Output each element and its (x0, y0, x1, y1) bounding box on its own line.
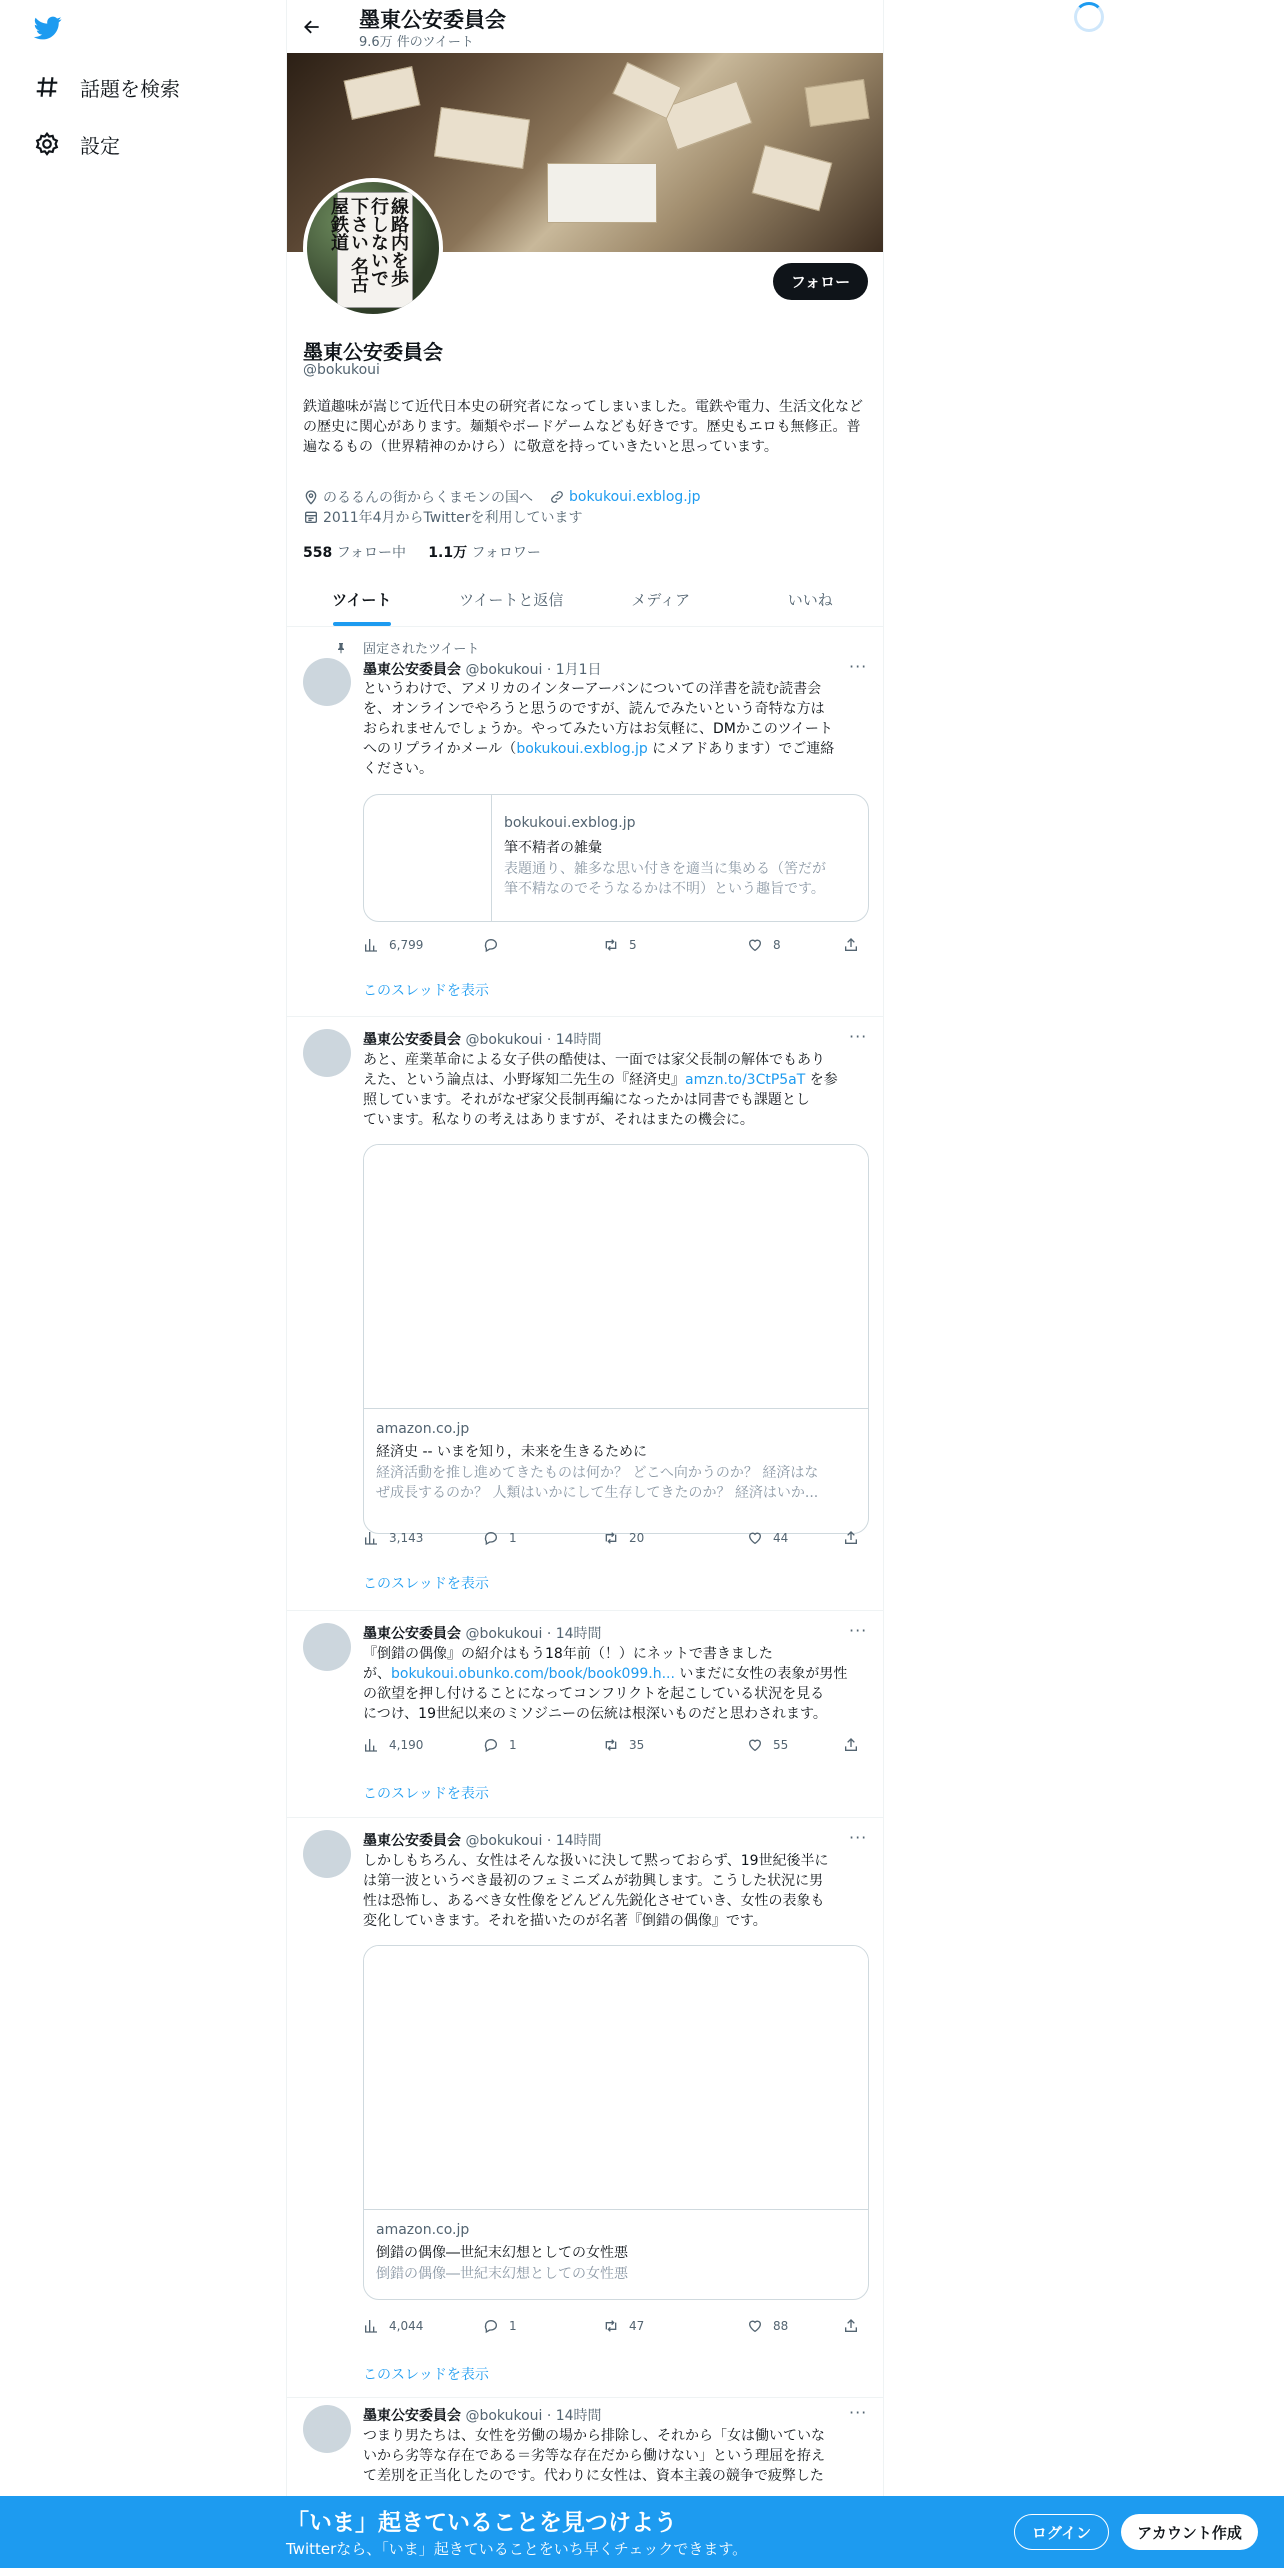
reply-icon (483, 1737, 499, 1753)
tweet-header (363, 1830, 602, 1850)
tweet-header (363, 659, 602, 679)
reply-count: 1 (509, 1531, 517, 1545)
more-options-icon[interactable]: ··· (849, 1027, 868, 1046)
tweet-text-line: しかしもちろん、女性はそんな扱いに決して黙っておらず、19世紀後半に (363, 1853, 829, 1869)
signup-button[interactable]: アカウント作成 (1121, 2514, 1258, 2550)
profile-website-link[interactable]: bokukoui.exblog.jp (569, 489, 701, 505)
tweet-text-line: の欲望を押し付けることになってコンフリクトを起こしている状況を見る (363, 1686, 825, 1702)
tweet-text-line: つまり男たちは、女性を労働の場から排除し、それから「女は働いていな (363, 2428, 825, 2444)
tweet-text-line: おられませんでしょうか。やってみたい方はお気軽に、DMかこのツイート (363, 721, 833, 737)
tab-tweets-replies[interactable]: ツイートと返信 (459, 590, 564, 609)
tweet-item[interactable] (287, 1611, 884, 1818)
followers-count: 1.1万 (428, 545, 468, 561)
login-button[interactable]: ログイン (1014, 2514, 1109, 2550)
retweet-button[interactable] (603, 1530, 644, 1546)
tweet-item[interactable] (287, 1017, 884, 1611)
like-button[interactable] (747, 2318, 788, 2334)
card-title: 筆不精者の雑彙 (504, 840, 602, 856)
follow-button[interactable]: フォロー (773, 263, 868, 300)
profile-tabs (287, 572, 884, 627)
share-button[interactable] (843, 2318, 869, 2334)
retweet-icon (603, 937, 619, 953)
card-domain: amazon.co.jp (376, 1421, 470, 1437)
tweet-header (363, 1029, 602, 1049)
signup-prompt-subtitle: Twitterなら、「いま」起きていることをいち早くチェックできます。 (286, 2540, 748, 2558)
tweet-actions (363, 2318, 803, 2338)
header-title: 墨東公安委員会 (359, 8, 506, 32)
pinned-indicator (363, 638, 479, 657)
tweet-avatar[interactable] (303, 1623, 351, 1671)
profile-meta-row (303, 487, 701, 507)
nav-settings-label: 設定 (80, 133, 120, 158)
nav-explore-label: 話題を検索 (80, 76, 180, 101)
like-count: 8 (773, 938, 781, 952)
pin-icon (335, 642, 347, 654)
more-options-icon[interactable]: ··· (849, 2403, 868, 2422)
arrow-left-icon (302, 17, 322, 37)
tweet-text-line: 『倒錯の偶像』の紹介はもう18年前（！）にネットで書きました (363, 1646, 773, 1662)
tweet-author-name[interactable]: 墨東公安委員会 (363, 1032, 461, 1048)
views-button[interactable] (363, 1530, 423, 1546)
hashtag-icon (34, 74, 60, 100)
card-domain: bokukoui.exblog.jp (504, 815, 636, 831)
tweet-text (363, 679, 871, 779)
reply-count: 1 (509, 2319, 517, 2333)
profile-handle: @bokukoui (303, 362, 380, 378)
views-count: 4,044 (389, 2319, 424, 2333)
card-description: 倒錯の偶像―世紀末幻想としての女性悪 (376, 2266, 628, 2282)
tweet-avatar[interactable] (303, 2405, 351, 2453)
retweet-button[interactable] (603, 937, 637, 953)
tweet-text-line: が、bokukoui.obunko.com/book/book099.h... いまだに女性の表象が男性 (363, 1666, 848, 1682)
views-count: 3,143 (389, 1531, 424, 1545)
views-button[interactable] (363, 937, 423, 953)
tweet-text-line: につけ、19世紀以来のミソジニーの伝統は根深いものだと思わされます。 (363, 1706, 827, 1722)
retweet-count: 5 (629, 938, 637, 952)
retweet-count: 20 (629, 1531, 645, 1545)
more-options-icon[interactable]: ··· (849, 1828, 868, 1847)
tweet-avatar[interactable] (303, 1830, 351, 1878)
retweet-button[interactable] (603, 1737, 644, 1753)
loading-spinner-icon (1074, 2, 1104, 32)
show-thread-link[interactable]: このスレッドを表示 (363, 1576, 489, 1592)
tweet-header (363, 1623, 602, 1643)
reply-icon (483, 2318, 499, 2334)
profile-bio: 鉄道趣味が嵩じて近代日本史の研究者になってしまいました。電鉄や電力、生活文化などの歴史に関心があります。麺類やボードゲームなども好きです。歴史もエロも無修正。普遍なるもの（世界精神のかけら）に敬意を持っていきたいと思っています。 (303, 399, 863, 455)
tweet-meta[interactable]: @bokukoui · 14時間 (465, 2408, 602, 2424)
like-button[interactable] (747, 937, 781, 953)
link-preview-card[interactable] (363, 794, 869, 922)
link-preview-card[interactable] (363, 1945, 869, 2300)
tweet-text (363, 1050, 871, 1130)
tweet-text (363, 2426, 871, 2486)
like-button[interactable] (747, 1737, 788, 1753)
retweet-icon (603, 2318, 619, 2334)
retweet-button[interactable] (603, 2318, 644, 2334)
tweet-link[interactable]: bokukoui.exblog.jp (516, 741, 648, 757)
link-preview-thumbnail (364, 795, 492, 922)
link-preview-image (364, 1145, 868, 1409)
views-count: 6,799 (389, 938, 424, 952)
header-tweet-count: 9.6万 件のツイート (359, 35, 474, 50)
show-thread-link[interactable]: このスレッドを表示 (363, 2367, 489, 2383)
left-nav (0, 0, 286, 2568)
tweet-text-line: へのリプライかメール（bokukoui.exblog.jp にメアドあります）でご連絡 (363, 741, 835, 757)
analytics-icon (363, 1530, 379, 1546)
main-column (286, 0, 884, 2568)
tweet-avatar[interactable] (303, 1029, 351, 1077)
profile-joined-row (303, 507, 582, 527)
link-preview-card[interactable] (363, 1144, 869, 1534)
share-icon (843, 1530, 859, 1546)
views-button[interactable] (363, 1737, 423, 1753)
analytics-icon (363, 1737, 379, 1753)
analytics-icon (363, 937, 379, 953)
followers-stat[interactable] (428, 545, 541, 561)
tweet-text-line: を、オンラインでやろうと思うのですが、読んでみたいという奇特な方は (363, 701, 825, 717)
heart-icon (747, 1530, 763, 1546)
profile-name: 墨東公安委員会 (303, 340, 443, 364)
share-icon (843, 1737, 859, 1753)
tweet-text-line: あと、産業革命による女子供の酷使は、一面では家父長制の解体でもあり (363, 1052, 825, 1068)
link-preview-image (364, 1946, 868, 2210)
profile-joined: 2011年4月からTwitterを利用しています (323, 510, 583, 526)
reply-count: 1 (509, 1738, 517, 1752)
tweet-text-line: て差別を正当化したのです。代わりに女性は、資本主義の競争で疲弊した (363, 2468, 824, 2484)
tab-tweets[interactable]: ツイート (287, 572, 437, 626)
link-icon (549, 489, 565, 505)
avatar-sign-image: 線路内を歩行しないで下さい 名古屋鉄道 (337, 192, 413, 308)
tweet-text (363, 1644, 871, 1724)
tweet-author-name[interactable]: 墨東公安委員会 (363, 662, 461, 678)
like-count: 44 (773, 1531, 789, 1545)
tab-media[interactable]: メディア (631, 590, 691, 609)
tweet-text-line: というわけで、アメリカのインターアーバンについての洋書を読む読書会 (363, 681, 822, 697)
reply-icon (483, 1530, 499, 1546)
tweet-text (363, 1851, 871, 1931)
twitter-bird-icon[interactable] (32, 14, 64, 42)
nav-explore[interactable] (34, 67, 180, 107)
gear-icon (34, 131, 60, 157)
reply-button[interactable] (483, 1737, 517, 1753)
tweet-text-line: 性は恐怖し、あるべき女性像をどんどん先鋭化させていき、女性の表象も (363, 1893, 825, 1909)
heart-icon (747, 2318, 763, 2334)
retweet-count: 47 (629, 2319, 645, 2333)
views-count: 4,190 (389, 1738, 424, 1752)
reply-button[interactable] (483, 2318, 517, 2334)
share-icon (843, 2318, 859, 2334)
like-count: 88 (773, 2319, 789, 2333)
following-count: 558 (303, 545, 333, 561)
location-pin-icon (303, 489, 319, 505)
card-description: 経済活動を推し進めてきたものは何か？ どこへ向かうのか？ 経済はな ぜ成長するのか？ 人類はいかにして生存してきたのか？ 経済はいか... (376, 1465, 819, 1501)
tweet-header (363, 2405, 602, 2425)
tweet-actions (363, 937, 803, 957)
reply-button[interactable] (483, 1530, 517, 1546)
more-options-icon[interactable]: ··· (849, 1621, 868, 1640)
share-icon (843, 937, 859, 953)
tweet-author-name[interactable]: 墨東公安委員会 (363, 2408, 461, 2424)
share-button[interactable] (843, 937, 869, 953)
back-button[interactable] (297, 12, 327, 42)
tweet-actions (363, 1737, 803, 1757)
signup-prompt-title: 「いま」起きていることを見つけよう (286, 2510, 677, 2536)
tweet-text-line: えた、という論点は、小野塚知二先生の『経済史』amzn.to/3CtP5aT を参 (363, 1072, 838, 1088)
tweet-text-line: ています。私なりの考えはありますが、それはまたの機会に。 (363, 1112, 754, 1128)
tweet-item[interactable] (287, 628, 884, 1017)
following-stat[interactable] (303, 545, 406, 561)
reply-icon (483, 937, 499, 953)
heart-icon (747, 1737, 763, 1753)
tweet-link[interactable]: bokukoui.obunko.com/book/book099.h... (391, 1666, 675, 1682)
card-domain: amazon.co.jp (376, 2222, 470, 2238)
tweet-actions (363, 1530, 803, 1550)
profile-location: のるるんの街からくまモンの国へ (323, 490, 533, 506)
retweet-icon (603, 1530, 619, 1546)
share-button[interactable] (843, 1530, 869, 1546)
tweet-meta[interactable]: @bokukoui · 14時間 (465, 1032, 602, 1048)
tweet-link[interactable]: amzn.to/3CtP5aT (685, 1072, 806, 1088)
followers-label: フォロワー (471, 545, 541, 561)
tweet-author-name[interactable]: 墨東公安委員会 (363, 1833, 461, 1849)
nav-settings[interactable] (34, 124, 120, 164)
tweet-text-line: 変化していきます。それを描いたのが名著『倒錯の偶像』です。 (363, 1913, 767, 1929)
profile-avatar[interactable] (303, 178, 443, 318)
like-count: 55 (773, 1738, 789, 1752)
like-button[interactable] (747, 1530, 788, 1546)
profile-stats (303, 542, 541, 562)
card-description: 表題通り、雑多な思い付きを適当に集める（筈だが 筆不精なのでそうなるかは不明）という趣旨です。 (504, 861, 826, 897)
show-thread-link[interactable]: このスレッドを表示 (363, 983, 489, 999)
tweet-text-line: いから劣等な存在である＝劣等な存在だから働けない」という理屈を拵え (363, 2448, 825, 2464)
heart-icon (747, 937, 763, 953)
tweet-meta[interactable]: @bokukoui · 14時間 (465, 1833, 602, 1849)
calendar-icon (303, 509, 319, 525)
card-title: 経済史 -- いまを知り，未来を生きるために (376, 1444, 648, 1460)
pinned-label: 固定されたツイート (363, 642, 480, 657)
reply-button[interactable] (483, 937, 509, 953)
show-thread-link[interactable]: このスレッドを表示 (363, 1786, 489, 1802)
tweet-text-line: 照しています。それがなぜ家父長制再編になったかは同書でも課題とし (363, 1092, 810, 1108)
tweet-meta[interactable]: @bokukoui · 1月1日 (465, 662, 602, 678)
tweet-meta[interactable]: @bokukoui · 14時間 (465, 1626, 602, 1642)
following-label: フォロー中 (336, 545, 406, 561)
tweet-item[interactable] (287, 1818, 884, 2398)
views-button[interactable] (363, 2318, 423, 2334)
tweet-text-line: ください。 (363, 761, 433, 777)
signup-prompt-bar (0, 2496, 1284, 2568)
more-options-icon[interactable]: ··· (849, 657, 868, 676)
analytics-icon (363, 2318, 379, 2334)
card-title: 倒錯の偶像―世紀末幻想としての女性悪 (376, 2245, 628, 2261)
tweet-avatar[interactable] (303, 658, 351, 706)
retweet-count: 35 (629, 1738, 645, 1752)
tab-likes[interactable]: いいね (787, 590, 833, 609)
tweet-text-line: は第一波というべき最初のフェミニズムが勃興します。こうした状況に男 (363, 1873, 824, 1889)
tweet-author-name[interactable]: 墨東公安委員会 (363, 1626, 461, 1642)
share-button[interactable] (843, 1737, 869, 1753)
profile-header-bar (287, 0, 884, 53)
retweet-icon (603, 1737, 619, 1753)
